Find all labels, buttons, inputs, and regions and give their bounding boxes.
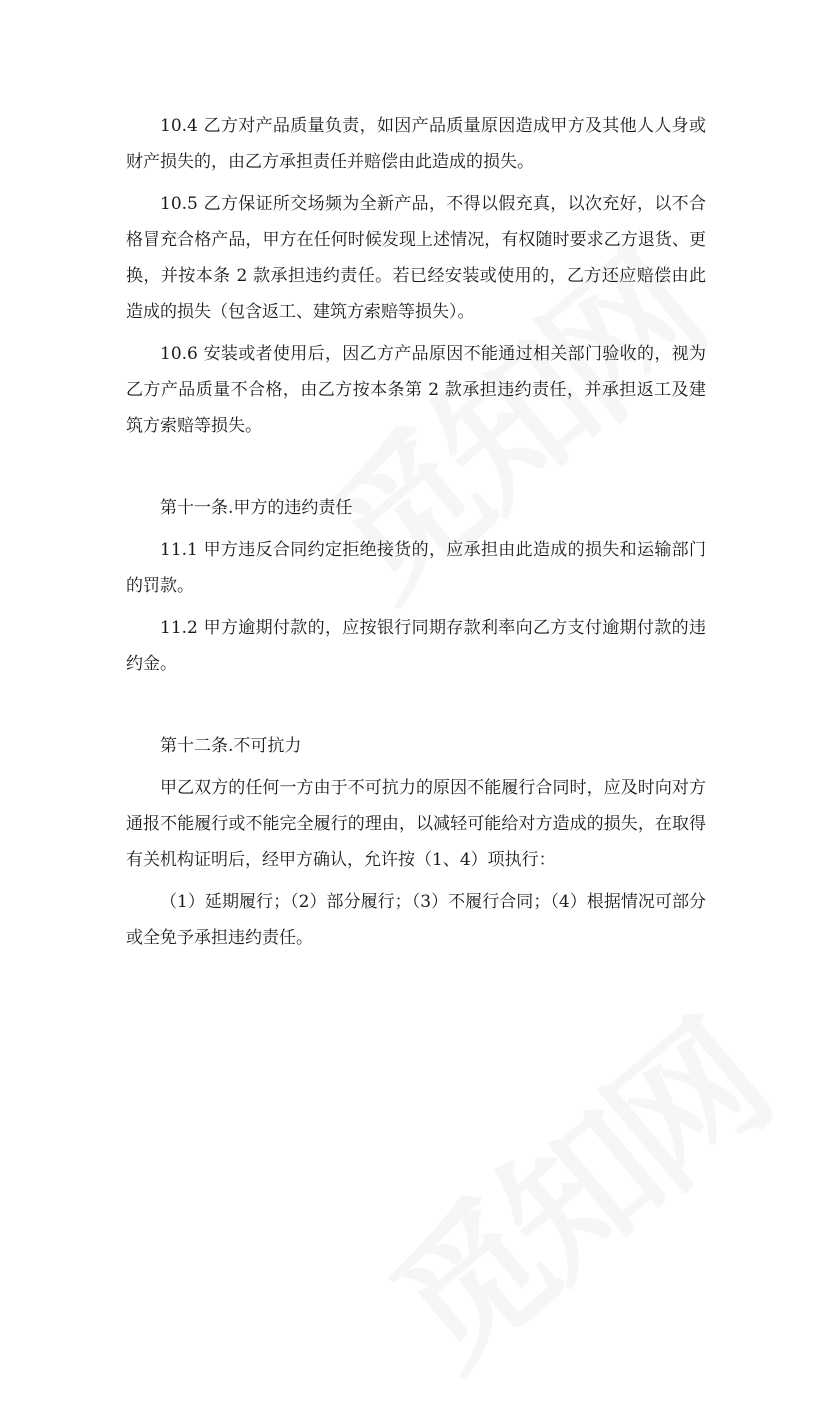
paragraph-12-main: 甲乙双方的任何一方由于不可抗力的原因不能履行合同时，应及时向对方通报不能履行或不能完全履行的理由，以减轻可能给对方造成的损失，在取得有关机构证明后，经甲方确认，允许按（1、4）项执行： [126, 778, 706, 870]
section-article-11 [126, 490, 706, 682]
paragraph-11-2: 11.2 甲方逾期付款的，应按银行同期存款利率向乙方支付逾期付款的违约金。 [126, 618, 706, 674]
section-article-12 [126, 728, 706, 956]
paragraph-10-4: 10.4 乙方对产品质量负责，如因产品质量原因造成甲方及其他人人身或财产损失的，由乙方承担责任并赔偿由此造成的损失。 [126, 116, 706, 172]
paragraph-10-5: 10.5 乙方保证所交场频为全新产品，不得以假充真，以次充好，以不合格冒充合格产品，甲方在任何时候发现上述情况，有权随时要求乙方退货、更换，并按本条 2 款承担违约责任。若已经安装或使用的，乙方还应赔偿由此造成的损失（包含返工、建筑方索赔等损失）。 [126, 194, 706, 322]
paragraph-11-1: 11.1 甲方违反合同约定拒绝接货的，应承担由此造成的损失和运输部门的罚款。 [126, 540, 706, 596]
article-11-heading: 第十一条.甲方的违约责任 [160, 498, 353, 518]
document-body [126, 108, 706, 956]
article-12-heading: 第十二条.不可抗力 [160, 736, 302, 756]
paragraph-12-options: （1）延期履行；（2）部分履行；（3）不履行合同；（4）根据情况可部分或全免予承担违约责任。 [126, 892, 706, 948]
watermark-bottom [340, 970, 801, 1405]
section-article-10 [126, 108, 706, 444]
paragraph-10-6: 10.6 安装或者使用后，因乙方产品原因不能通过相关部门验收的，视为乙方产品质量不合格，由乙方按本条第 2 款承担违约责任，并承担返工及建筑方索赔等损失。 [126, 344, 706, 436]
